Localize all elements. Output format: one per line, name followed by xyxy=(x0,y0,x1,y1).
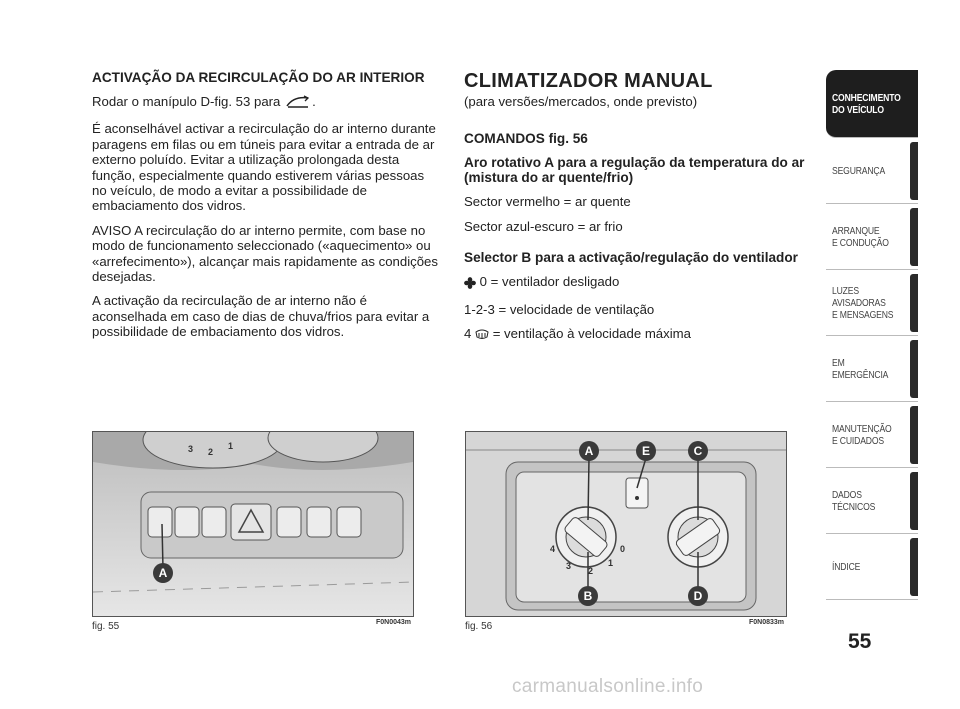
sidebar-tab-label: DADOS TÉCNICOS xyxy=(832,488,876,513)
tab-edge-marker xyxy=(910,538,918,596)
sidebar-tab-5[interactable] xyxy=(826,402,918,468)
right-column xyxy=(464,70,809,353)
watermark: carmanualsonline.info xyxy=(512,676,704,697)
sidebar-tab-label: LUZES AVISADORAS E MENSAGENS xyxy=(832,284,894,321)
fan-off-text: 0 = ventilador desligado xyxy=(479,274,620,290)
callout-D-fig56: D xyxy=(693,589,703,603)
tab-edge-marker xyxy=(910,340,918,398)
red-sector-text: Sector vermelho = ar quente xyxy=(464,194,631,210)
section-subtitle: (para versões/mercados, onde previsto) xyxy=(464,94,698,109)
fan-max-number: 4 xyxy=(464,326,472,342)
sidebar-tab-label: ÍNDICE xyxy=(832,560,861,573)
sidebar-tab-1[interactable] xyxy=(826,138,918,204)
recirculation-heading: ACTIVAÇÃO DA RECIRCULAÇÃO DO AR INTERIOR xyxy=(92,70,425,85)
fan-max-line xyxy=(464,326,809,344)
sidebar-tab-label: CONHECIMENTO DO VEÍCULO xyxy=(832,91,901,116)
sidebar-tab-6[interactable] xyxy=(826,468,918,534)
tab-edge-marker xyxy=(910,208,918,266)
sidebar-tab-label: ARRANQUE E CONDUÇÃO xyxy=(832,224,889,249)
selector-heading: Selector B para a activação/regulação do ventilador xyxy=(464,250,798,266)
figure-56-code: F0N0833m xyxy=(749,619,785,626)
sidebar-tab-label: SEGURANÇA xyxy=(832,164,886,177)
sidebar-tab-0[interactable] xyxy=(826,70,918,138)
tab-edge-marker xyxy=(910,406,918,464)
sidebar-tab-label: EM EMERGÊNCIA xyxy=(832,356,889,381)
instruction-text: Rodar o manípulo D-fig. 53 para xyxy=(92,94,281,109)
fan-number-0: 0 xyxy=(620,544,626,554)
figure-55-label: fig. 55 xyxy=(92,621,120,632)
paragraph-note: A activação da recirculação de ar interno não é aconselhada em caso de dias de chuva/frios para evitar a possibilidade de embaciamento dos vidros. xyxy=(92,293,430,340)
sidebar-tab-2[interactable] xyxy=(826,204,918,270)
commands-heading: COMANDOS fig. 56 xyxy=(464,131,588,147)
figure-56 xyxy=(465,431,787,617)
dial-number-2: 2 xyxy=(208,447,214,457)
figure-55 xyxy=(92,431,414,617)
left-column xyxy=(92,70,442,349)
fan-number-2: 2 xyxy=(588,566,594,576)
sidebar-tab-7[interactable] xyxy=(826,534,918,600)
recirculation-icon xyxy=(284,95,312,112)
defrost-icon xyxy=(475,329,489,344)
callout-C-fig56: C xyxy=(693,444,703,458)
fan-speeds-text: 1-2-3 = velocidade de ventilação xyxy=(464,301,655,317)
figure-56-label: fig. 56 xyxy=(465,621,493,632)
callout-A-fig55: A xyxy=(158,566,168,580)
fan-number-4: 4 xyxy=(550,544,556,554)
recirculation-instruction xyxy=(92,94,442,112)
section-title: CLIMATIZADOR MANUAL xyxy=(464,70,713,92)
fan-icon xyxy=(464,277,476,292)
dial-number-3: 3 xyxy=(188,444,194,454)
sidebar-tab-4[interactable] xyxy=(826,336,918,402)
callout-B-fig56: B xyxy=(583,589,593,603)
page-number: 55 xyxy=(848,630,872,653)
sidebar-tab-3[interactable] xyxy=(826,270,918,336)
callout-E-fig56: E xyxy=(641,444,651,458)
fan-number-1: 1 xyxy=(608,558,614,568)
fan-max-text: = ventilação à velocidade máxima xyxy=(492,326,691,342)
blue-sector-text: Sector azul-escuro = ar frio xyxy=(464,218,623,234)
fan-number-3: 3 xyxy=(566,561,572,571)
callout-A-fig56: A xyxy=(584,444,594,458)
sidebar-tab-label: MANUTENÇÃO E CUIDADOS xyxy=(832,422,892,447)
paragraph-advice: É aconselhável activar a recirculação do ar interno durante paragens em filas ou em túneis para evitar a entrada de ar externo poluído. Evitar a utilização prolongada desta função, especialmente quando estiverem várias pessoas no veículo, de modo a evitar a possibilidade de embaciamento dos vidros. xyxy=(92,121,436,214)
ring-heading: Aro rotativo A para a regulação da temperatura do ar (mistura do ar quente/frio) xyxy=(464,155,805,186)
tab-edge-marker xyxy=(910,472,918,530)
paragraph-warning: AVISO A recirculação do ar interno permite, com base no modo de funcionamento seleccionado («aquecimento» ou «arrefecimento»), alcançar mais rapidamente as condições desejadas. xyxy=(92,222,438,285)
tab-edge-marker xyxy=(910,142,918,200)
instruction-end: . xyxy=(312,94,316,109)
tab-edge-marker xyxy=(910,274,918,332)
fan-off-line xyxy=(464,274,809,292)
dial-number-1: 1 xyxy=(228,441,234,451)
figure-55-code: F0N0043m xyxy=(376,619,412,626)
chapter-sidebar xyxy=(826,70,918,600)
